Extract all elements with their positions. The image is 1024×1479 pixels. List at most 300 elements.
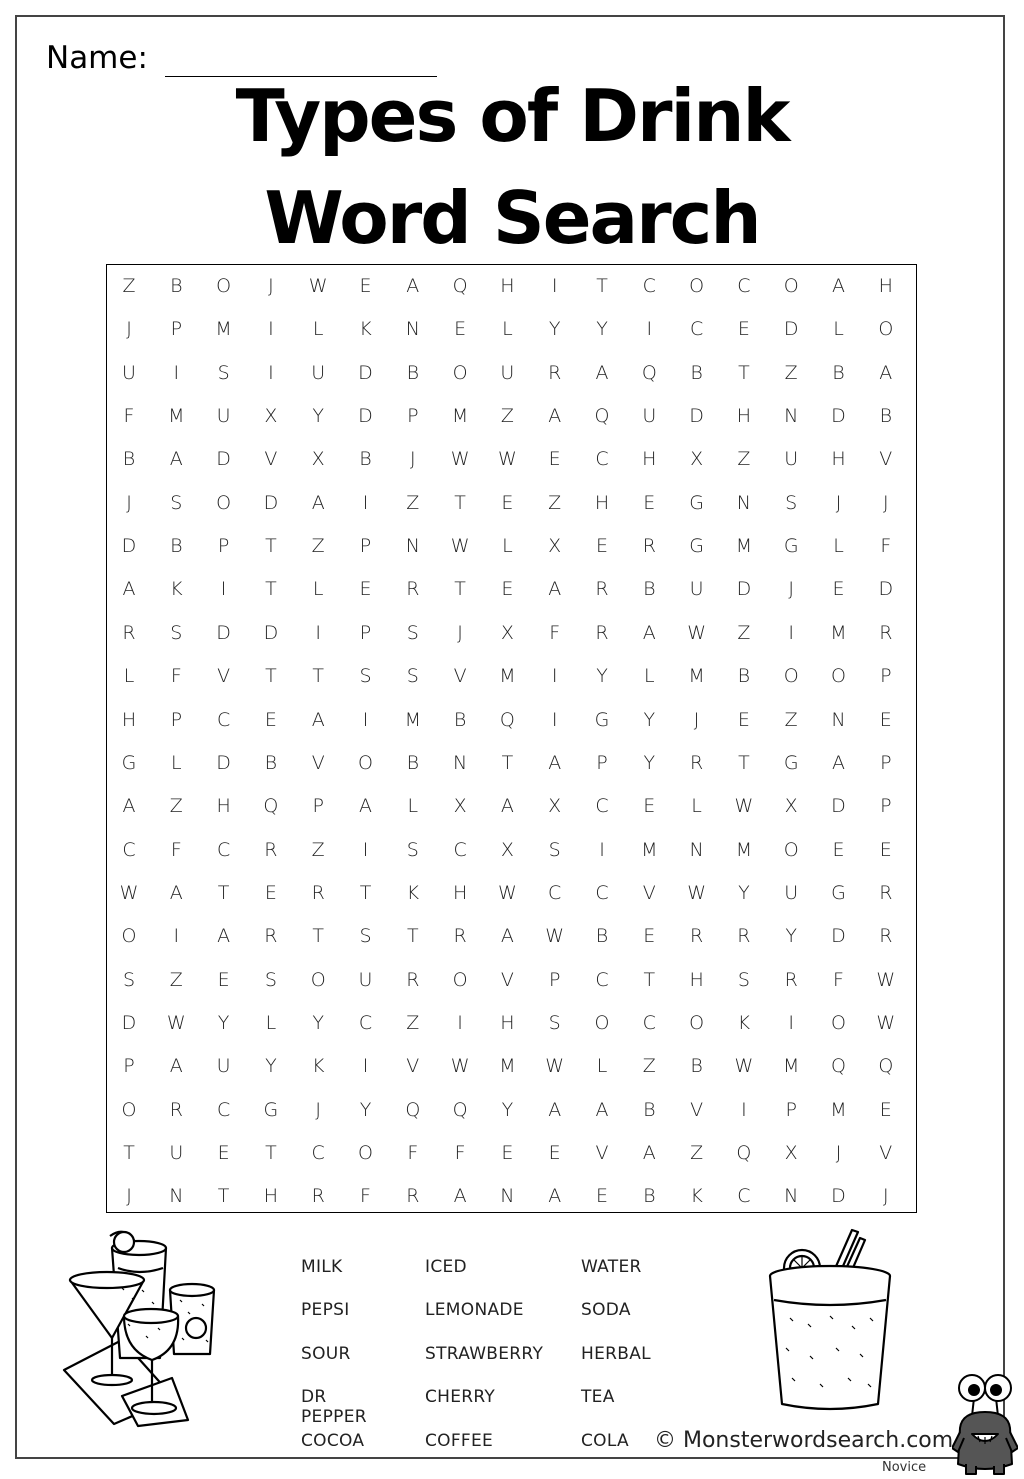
grid-letter[interactable]: Z xyxy=(311,838,325,861)
grid-letter[interactable]: N xyxy=(784,405,799,428)
grid-letter[interactable]: N xyxy=(736,491,751,514)
grid-letter[interactable]: H xyxy=(216,795,231,818)
grid-letter[interactable]: T xyxy=(265,1142,277,1164)
grid-letter[interactable]: I xyxy=(788,1011,794,1034)
grid-letter[interactable]: Q xyxy=(641,361,657,384)
grid-letter[interactable]: C xyxy=(453,838,467,861)
grid-letter[interactable]: N xyxy=(452,751,468,774)
grid-letter[interactable]: Q xyxy=(263,795,279,818)
grid-letter[interactable]: O xyxy=(452,361,468,384)
grid-letter[interactable]: R xyxy=(453,925,467,948)
grid-letter[interactable]: M xyxy=(499,1055,516,1078)
grid-letter[interactable]: O xyxy=(689,275,705,297)
grid-letter[interactable]: R xyxy=(406,1185,420,1208)
grid-letter[interactable]: D xyxy=(831,925,846,948)
grid-letter[interactable]: U xyxy=(122,361,136,384)
grid-letter[interactable]: E xyxy=(643,925,656,948)
grid-letter[interactable]: M xyxy=(782,1055,800,1078)
grid-letter[interactable]: N xyxy=(689,838,704,861)
grid-letter[interactable]: H xyxy=(452,881,468,904)
grid-letter[interactable]: I xyxy=(362,708,369,731)
grid-letter[interactable]: E xyxy=(548,1142,561,1164)
grid-letter[interactable]: U xyxy=(169,1142,184,1164)
grid-letter[interactable]: I xyxy=(788,621,794,644)
grid-letter[interactable]: M xyxy=(735,838,753,861)
grid-letter[interactable]: M xyxy=(451,405,469,428)
grid-letter[interactable]: B xyxy=(690,361,703,384)
grid-letter[interactable]: X xyxy=(500,838,514,861)
grid-letter[interactable]: J xyxy=(315,1098,321,1121)
grid-letter[interactable]: S xyxy=(217,361,230,384)
grid-letter[interactable]: J xyxy=(882,491,889,514)
grid-letter[interactable]: Q xyxy=(452,275,468,297)
grid-letter[interactable]: L xyxy=(312,578,324,601)
grid-letter[interactable]: I xyxy=(457,1011,463,1034)
grid-letter[interactable]: S xyxy=(359,665,372,688)
grid-letter[interactable]: A xyxy=(832,275,845,297)
grid-letter[interactable]: A xyxy=(217,925,231,948)
grid-letter[interactable]: Z xyxy=(784,708,798,731)
grid-letter[interactable]: E xyxy=(501,491,514,514)
grid-letter[interactable]: Z xyxy=(311,535,325,558)
grid-letter[interactable]: A xyxy=(642,621,656,644)
grid-letter[interactable]: C xyxy=(737,275,751,297)
grid-letter[interactable]: K xyxy=(359,318,372,341)
grid-letter[interactable]: O xyxy=(310,968,326,991)
grid-letter[interactable]: S xyxy=(406,621,419,644)
grid-letter[interactable]: O xyxy=(216,491,232,514)
grid-letter[interactable]: C xyxy=(358,1011,373,1034)
grid-letter[interactable]: A xyxy=(453,1185,467,1208)
grid-letter[interactable]: Y xyxy=(596,665,608,688)
grid-letter[interactable]: R xyxy=(879,881,893,904)
grid-letter[interactable]: R xyxy=(311,1185,325,1208)
grid-letter[interactable]: A xyxy=(169,881,183,904)
grid-letter[interactable]: C xyxy=(595,968,609,991)
grid-letter[interactable]: L xyxy=(123,665,135,688)
grid-letter[interactable]: A xyxy=(122,795,136,818)
grid-letter[interactable]: A xyxy=(169,448,183,471)
grid-letter[interactable]: M xyxy=(168,405,185,428)
grid-letter[interactable]: F xyxy=(454,1142,466,1164)
grid-letter[interactable]: D xyxy=(216,621,231,644)
grid-letter[interactable]: L xyxy=(265,1011,277,1034)
grid-letter[interactable]: L xyxy=(502,318,513,341)
grid-letter[interactable]: M xyxy=(499,665,516,688)
grid-letter[interactable]: J xyxy=(457,621,463,644)
grid-letter[interactable]: A xyxy=(122,578,136,601)
grid-letter[interactable]: E xyxy=(548,448,561,471)
grid-letter[interactable]: A xyxy=(500,795,514,818)
grid-letter[interactable]: C xyxy=(642,1011,656,1034)
grid-letter[interactable]: R xyxy=(737,925,751,948)
grid-letter[interactable]: A xyxy=(879,361,893,384)
grid-letter[interactable]: G xyxy=(831,881,846,904)
grid-letter[interactable]: E xyxy=(359,578,372,601)
grid-letter[interactable]: P xyxy=(548,968,561,991)
grid-letter[interactable]: I xyxy=(551,275,558,297)
grid-letter[interactable]: I xyxy=(268,361,274,384)
grid-letter[interactable]: D xyxy=(358,361,373,384)
grid-letter[interactable]: V xyxy=(642,881,656,904)
grid-letter[interactable]: H xyxy=(689,968,704,991)
grid-letter[interactable]: Y xyxy=(359,1098,372,1121)
grid-letter[interactable]: Z xyxy=(169,795,183,818)
grid-letter[interactable]: A xyxy=(548,751,562,774)
grid-letter[interactable]: E xyxy=(501,1142,514,1164)
grid-letter[interactable]: C xyxy=(595,881,609,904)
grid-letter[interactable]: U xyxy=(784,448,799,471)
grid-letter[interactable]: V xyxy=(406,1055,420,1078)
grid-letter[interactable]: B xyxy=(406,751,420,774)
grid-letter[interactable]: B xyxy=(643,1098,656,1121)
grid-letter[interactable]: V xyxy=(311,751,325,774)
grid-letter[interactable]: E xyxy=(359,275,372,297)
grid-letter[interactable]: N xyxy=(500,1185,515,1208)
grid-letter[interactable]: K xyxy=(690,1185,703,1208)
grid-letter[interactable]: U xyxy=(642,405,657,428)
grid-letter[interactable]: A xyxy=(548,1185,562,1208)
grid-letter[interactable]: D xyxy=(121,1011,137,1034)
grid-letter[interactable]: B xyxy=(170,535,183,558)
grid-letter[interactable]: I xyxy=(268,318,274,341)
grid-letter[interactable]: E xyxy=(832,838,845,861)
grid-letter[interactable]: O xyxy=(878,318,894,341)
grid-letter[interactable]: S xyxy=(359,925,372,948)
grid-letter[interactable]: D xyxy=(783,318,799,341)
grid-letter[interactable]: L xyxy=(691,795,702,818)
grid-letter[interactable]: S xyxy=(406,665,419,688)
grid-letter[interactable]: Q xyxy=(452,1098,468,1121)
grid-letter[interactable]: A xyxy=(169,1055,183,1078)
grid-letter[interactable]: X xyxy=(311,448,325,471)
grid-letter[interactable]: H xyxy=(500,1011,515,1034)
grid-letter[interactable]: H xyxy=(831,448,846,471)
grid-letter[interactable]: Y xyxy=(312,1011,324,1034)
grid-letter[interactable]: R xyxy=(406,578,420,601)
grid-letter[interactable]: W xyxy=(450,535,470,558)
grid-letter[interactable]: O xyxy=(452,968,468,991)
grid-letter[interactable]: J xyxy=(126,1185,132,1208)
grid-letter[interactable]: I xyxy=(315,621,321,644)
grid-letter[interactable]: A xyxy=(832,751,845,774)
grid-letter[interactable]: Z xyxy=(548,491,562,514)
grid-letter[interactable]: W xyxy=(876,1011,896,1034)
grid-letter[interactable]: B xyxy=(690,1055,703,1078)
grid-letter[interactable]: L xyxy=(312,318,324,341)
grid-letter[interactable]: J xyxy=(788,578,794,601)
grid-letter[interactable]: I xyxy=(646,318,653,341)
grid-letter[interactable]: M xyxy=(641,838,658,861)
grid-letter[interactable]: T xyxy=(123,1142,135,1164)
grid-letter[interactable]: R xyxy=(406,968,420,991)
grid-letter[interactable]: C xyxy=(311,1142,325,1164)
grid-letter[interactable]: L xyxy=(833,318,844,341)
grid-letter[interactable]: C xyxy=(737,1185,751,1208)
grid-letter[interactable]: C xyxy=(216,838,231,861)
grid-letter[interactable]: C xyxy=(689,318,704,341)
grid-letter[interactable]: B xyxy=(595,925,609,948)
grid-letter[interactable]: K xyxy=(406,881,420,904)
grid-letter[interactable]: T xyxy=(454,491,466,514)
grid-letter[interactable]: E xyxy=(737,708,750,731)
grid-letter[interactable]: J xyxy=(693,708,700,731)
grid-letter[interactable]: A xyxy=(500,925,514,948)
grid-letter[interactable]: V xyxy=(595,1142,609,1164)
grid-letter[interactable]: P xyxy=(880,665,892,688)
grid-letter[interactable]: R xyxy=(689,925,704,948)
grid-letter[interactable]: W xyxy=(308,275,328,297)
grid-letter[interactable]: J xyxy=(268,275,274,297)
grid-letter[interactable]: E xyxy=(643,795,656,818)
grid-letter[interactable]: M xyxy=(830,1098,847,1121)
grid-letter[interactable]: U xyxy=(784,881,799,904)
grid-letter[interactable]: E xyxy=(879,838,892,861)
grid-letter[interactable]: O xyxy=(594,1011,610,1034)
grid-letter[interactable]: M xyxy=(404,708,421,731)
grid-letter[interactable]: S xyxy=(548,838,561,861)
grid-letter[interactable]: N xyxy=(405,535,420,558)
grid-letter[interactable]: C xyxy=(642,275,656,297)
grid-letter[interactable]: T xyxy=(454,578,466,601)
grid-letter[interactable]: D xyxy=(878,578,894,601)
grid-letter[interactable]: A xyxy=(595,1098,609,1121)
grid-letter[interactable]: P xyxy=(407,405,419,428)
grid-letter[interactable]: F xyxy=(360,1185,371,1208)
grid-letter[interactable]: N xyxy=(405,318,420,341)
grid-letter[interactable]: A xyxy=(311,708,325,731)
grid-letter[interactable]: Y xyxy=(548,318,561,341)
grid-letter[interactable]: T xyxy=(217,1185,230,1208)
grid-letter[interactable]: Y xyxy=(596,318,608,341)
grid-letter[interactable]: F xyxy=(880,535,892,558)
grid-letter[interactable]: A xyxy=(548,578,562,601)
grid-letter[interactable]: C xyxy=(595,448,609,471)
grid-letter[interactable]: R xyxy=(879,925,893,948)
grid-letter[interactable]: R xyxy=(264,925,278,948)
grid-letter[interactable]: Z xyxy=(169,968,183,991)
grid-letter[interactable]: O xyxy=(121,925,137,948)
grid-letter[interactable]: E xyxy=(264,708,277,731)
grid-letter[interactable]: V xyxy=(453,665,467,688)
grid-letter[interactable]: L xyxy=(644,665,655,688)
grid-letter[interactable]: E xyxy=(595,1185,608,1208)
grid-letter[interactable]: X xyxy=(453,795,467,818)
grid-letter[interactable]: Y xyxy=(501,1098,514,1121)
grid-letter[interactable]: N xyxy=(831,708,846,731)
grid-letter[interactable]: G xyxy=(783,535,799,558)
grid-letter[interactable]: V xyxy=(500,968,514,991)
grid-letter[interactable]: W xyxy=(497,881,517,904)
grid-letter[interactable]: U xyxy=(689,578,704,601)
grid-letter[interactable]: Z xyxy=(406,491,420,514)
grid-letter[interactable]: T xyxy=(312,925,324,948)
grid-letter[interactable]: B xyxy=(122,448,136,471)
grid-letter[interactable]: O xyxy=(689,1011,705,1034)
grid-letter[interactable]: O xyxy=(831,1011,846,1034)
grid-letter[interactable]: R xyxy=(689,751,704,774)
grid-letter[interactable]: P xyxy=(312,795,324,818)
grid-letter[interactable]: H xyxy=(263,1185,279,1208)
grid-letter[interactable]: M xyxy=(735,535,753,558)
grid-letter[interactable]: Z xyxy=(122,275,136,297)
grid-letter[interactable]: L xyxy=(596,1055,608,1078)
grid-letter[interactable]: I xyxy=(599,838,605,861)
grid-letter[interactable]: E xyxy=(264,881,277,904)
grid-letter[interactable]: I xyxy=(220,578,227,601)
grid-letter[interactable]: P xyxy=(880,795,892,818)
grid-letter[interactable]: D xyxy=(121,535,137,558)
grid-letter[interactable]: X xyxy=(548,535,562,558)
grid-letter[interactable]: V xyxy=(217,665,231,688)
grid-letter[interactable]: R xyxy=(879,621,893,644)
grid-letter[interactable]: B xyxy=(453,708,467,731)
grid-letter[interactable]: M xyxy=(215,318,232,341)
grid-letter[interactable]: D xyxy=(831,405,846,428)
grid-letter[interactable]: Y xyxy=(312,405,324,428)
grid-letter[interactable]: E xyxy=(879,1098,892,1121)
grid-letter[interactable]: I xyxy=(362,1055,369,1078)
grid-letter[interactable]: V xyxy=(264,448,278,471)
grid-letter[interactable]: Y xyxy=(785,925,797,948)
grid-letter[interactable]: F xyxy=(549,621,561,644)
grid-letter[interactable]: Z xyxy=(737,448,751,471)
grid-letter[interactable]: A xyxy=(359,795,372,818)
grid-letter[interactable]: Z xyxy=(406,1011,420,1034)
grid-letter[interactable]: P xyxy=(170,708,183,731)
grid-letter[interactable]: G xyxy=(121,751,137,774)
grid-letter[interactable]: S xyxy=(122,968,136,991)
grid-letter[interactable]: F xyxy=(407,1142,419,1164)
grid-letter[interactable]: I xyxy=(551,708,558,731)
grid-letter[interactable]: E xyxy=(501,578,514,601)
grid-letter[interactable]: P xyxy=(596,751,608,774)
grid-letter[interactable]: V xyxy=(690,1098,704,1121)
grid-letter[interactable]: O xyxy=(783,665,799,688)
grid-letter[interactable]: K xyxy=(737,1011,751,1034)
grid-letter[interactable]: G xyxy=(783,751,799,774)
grid-letter[interactable]: W xyxy=(166,1011,186,1034)
grid-letter[interactable]: B xyxy=(643,578,656,601)
grid-letter[interactable]: Z xyxy=(737,621,751,644)
grid-letter[interactable]: U xyxy=(311,361,326,384)
word-search-grid[interactable] xyxy=(106,264,917,1213)
grid-letter[interactable]: R xyxy=(311,881,325,904)
grid-letter[interactable]: B xyxy=(643,1185,656,1208)
grid-letter[interactable]: B xyxy=(406,361,420,384)
grid-letter[interactable]: W xyxy=(545,925,565,948)
grid-letter[interactable]: F xyxy=(833,968,844,991)
grid-letter[interactable]: T xyxy=(312,665,324,688)
grid-letter[interactable]: Q xyxy=(878,1055,894,1078)
grid-letter[interactable]: F xyxy=(170,665,182,688)
grid-letter[interactable]: L xyxy=(407,795,419,818)
grid-letter[interactable]: D xyxy=(831,1185,846,1208)
grid-letter[interactable]: O xyxy=(783,838,799,861)
grid-letter[interactable]: M xyxy=(688,665,705,688)
grid-letter[interactable]: G xyxy=(689,491,704,514)
grid-letter[interactable]: J xyxy=(126,491,132,514)
grid-letter[interactable]: P xyxy=(123,1055,135,1078)
grid-letter[interactable]: C xyxy=(216,1098,231,1121)
grid-letter[interactable]: Z xyxy=(784,361,798,384)
grid-letter[interactable]: T xyxy=(406,925,419,948)
grid-letter[interactable]: O xyxy=(216,275,232,297)
grid-letter[interactable]: K xyxy=(311,1055,325,1078)
grid-letter[interactable]: L xyxy=(171,751,182,774)
grid-letter[interactable]: I xyxy=(741,1098,747,1121)
grid-letter[interactable]: P xyxy=(785,1098,797,1121)
grid-letter[interactable]: X xyxy=(264,405,278,428)
grid-letter[interactable]: T xyxy=(501,751,514,774)
grid-letter[interactable]: H xyxy=(642,448,657,471)
grid-letter[interactable]: U xyxy=(500,361,515,384)
grid-letter[interactable]: U xyxy=(216,405,231,428)
grid-letter[interactable]: N xyxy=(784,1185,799,1208)
grid-letter[interactable]: T xyxy=(596,275,608,297)
grid-letter[interactable]: H xyxy=(594,491,610,514)
grid-letter[interactable]: Y xyxy=(217,1011,230,1034)
grid-letter[interactable]: W xyxy=(734,795,754,818)
grid-letter[interactable]: S xyxy=(406,838,419,861)
grid-letter[interactable]: K xyxy=(170,578,183,601)
grid-letter[interactable]: E xyxy=(595,535,608,558)
grid-letter[interactable]: I xyxy=(173,925,180,948)
grid-letter[interactable]: P xyxy=(170,318,183,341)
grid-letter[interactable]: T xyxy=(359,881,372,904)
grid-letter[interactable]: C xyxy=(595,795,609,818)
grid-letter[interactable]: T xyxy=(643,968,656,991)
grid-letter[interactable]: D xyxy=(831,795,846,818)
grid-letter[interactable]: I xyxy=(551,665,558,688)
grid-letter[interactable]: J xyxy=(126,318,132,341)
grid-letter[interactable]: W xyxy=(687,881,706,904)
grid-letter[interactable]: B xyxy=(359,448,372,471)
grid-letter[interactable]: T xyxy=(265,578,277,601)
grid-letter[interactable]: B xyxy=(170,275,183,297)
grid-letter[interactable]: T xyxy=(265,535,277,558)
grid-letter[interactable]: T xyxy=(217,881,230,904)
grid-letter[interactable]: Z xyxy=(690,1142,704,1164)
grid-letter[interactable]: O xyxy=(783,275,799,297)
grid-letter[interactable]: O xyxy=(121,1098,137,1121)
grid-letter[interactable]: Q xyxy=(499,708,515,731)
grid-letter[interactable]: W xyxy=(119,881,139,904)
grid-letter[interactable]: S xyxy=(170,491,183,514)
grid-letter[interactable]: T xyxy=(738,361,750,384)
grid-letter[interactable]: D xyxy=(263,621,279,644)
grid-letter[interactable]: W xyxy=(876,968,896,991)
grid-letter[interactable]: R xyxy=(595,621,609,644)
grid-letter[interactable]: F xyxy=(123,405,135,428)
grid-letter[interactable]: I xyxy=(362,491,369,514)
grid-letter[interactable]: T xyxy=(265,665,277,688)
grid-letter[interactable]: A xyxy=(548,1098,562,1121)
grid-letter[interactable]: S xyxy=(264,968,277,991)
grid-letter[interactable]: O xyxy=(358,751,373,774)
grid-letter[interactable]: V xyxy=(879,1142,893,1164)
grid-letter[interactable]: S xyxy=(170,621,183,644)
grid-letter[interactable]: W xyxy=(450,448,470,471)
grid-letter[interactable]: A xyxy=(311,491,325,514)
grid-letter[interactable]: W xyxy=(734,1055,754,1078)
grid-letter[interactable]: R xyxy=(264,838,278,861)
grid-letter[interactable]: P xyxy=(359,621,372,644)
grid-letter[interactable]: H xyxy=(500,275,515,297)
grid-letter[interactable]: L xyxy=(502,535,513,558)
grid-letter[interactable]: A xyxy=(642,1142,656,1164)
grid-letter[interactable]: W xyxy=(687,621,706,644)
